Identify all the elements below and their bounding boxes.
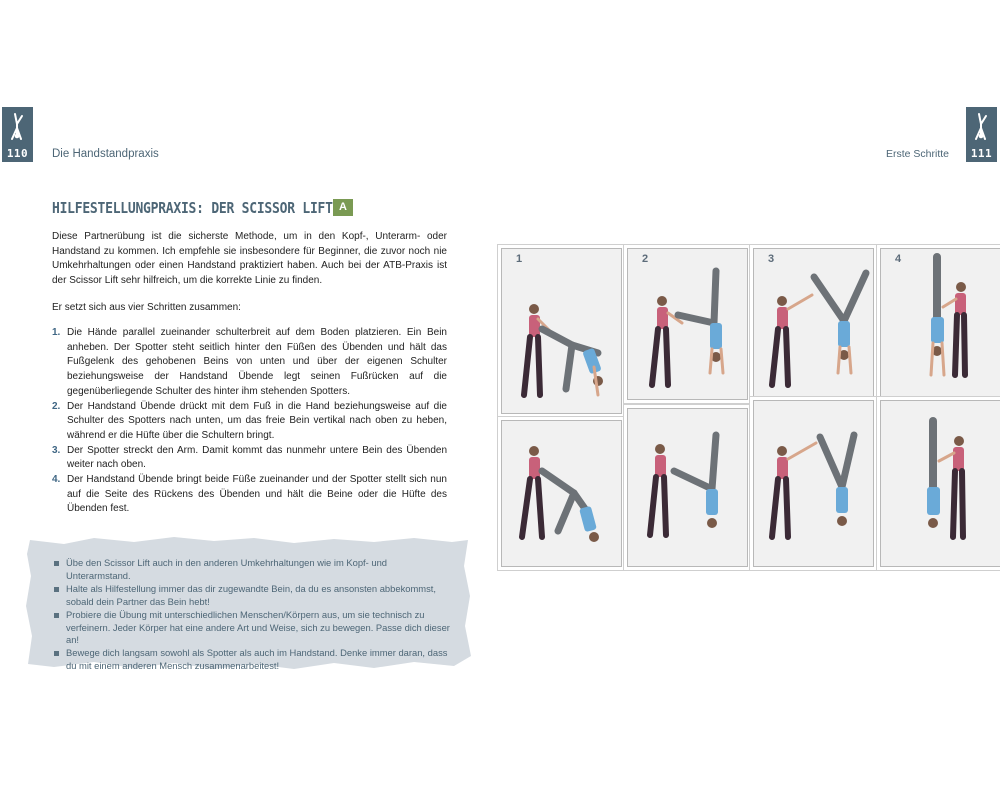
photo-variant-1 xyxy=(501,420,622,567)
photo-figures xyxy=(502,249,621,413)
photo-step-1 xyxy=(501,248,622,414)
photo-step-3 xyxy=(753,248,874,400)
step-item xyxy=(52,444,447,473)
step-number: 3. xyxy=(52,444,61,456)
handstand-figure-icon xyxy=(6,112,29,144)
photo-figures xyxy=(628,249,747,399)
photo-variant-3 xyxy=(753,400,874,567)
photo-variant-2 xyxy=(627,408,748,567)
photo-label: 2 xyxy=(642,253,649,265)
photo-step-4 xyxy=(880,248,1000,400)
page-number-tab-left xyxy=(2,107,33,162)
level-badge: A xyxy=(333,199,353,216)
photo-figures xyxy=(881,401,1000,566)
intro-paragraph: Diese Partnerübung ist die sicherste Methode, um in den Kopf-, Unterarm- oder Handstand zu kommen. Ich empfehle sie insbesondere für Beginner, die zuvor noch nie Umkehrhaltungen oder einen Handstand praktiziert haben. Auch bei der ATB-Praxis ist der Scissor Lift sehr hilfreich, um die korrekte Linie zu finden. xyxy=(52,231,447,287)
photo-figures xyxy=(754,401,873,566)
running-title-left: Die Handstandpraxis xyxy=(52,148,159,160)
step-text: Der Handstand Übende drückt mit dem Fuß in die Hand beziehungsweise auf die Schulter des Spotters nach unten, um das freie Bein vertikal nach oben zu heben, während er die Hüfte über die Schultern bringt. xyxy=(67,400,447,441)
photo-variant-4 xyxy=(880,400,1000,567)
photo-figures xyxy=(881,249,1000,399)
handstand-figure-icon xyxy=(970,112,993,144)
page-number-tab-right xyxy=(966,107,997,162)
photo-step-2 xyxy=(627,248,748,400)
step-item xyxy=(52,400,447,444)
step-item xyxy=(52,473,447,517)
tip-item: Halte als Hilfestellung immer das dir zugewandte Bein, da du es ansonsten abbekommst, sobald dein Partner das Bein hebt! xyxy=(54,583,452,609)
step-number: 2. xyxy=(52,400,61,412)
tip-item: Bewege dich langsam sowohl als Spotter als auch im Handstand. Denke immer daran, dass du mit einem anderen Mensch zusammenarbeitest! xyxy=(54,647,452,673)
tip-item: Probiere die Übung mit unterschiedlichen Menschen/Körpern aus, um sie technisch zu verfeinern. Jeder Körper hat eine andere Art und Weise, sich zu bewegen. Passe dich dieser an! xyxy=(54,609,452,648)
lead-paragraph: Er setzt sich aus vier Schritten zusammen: xyxy=(52,302,241,313)
photo-label: 3 xyxy=(768,253,775,265)
step-number: 4. xyxy=(52,474,61,486)
photo-figures xyxy=(628,409,747,566)
photo-label: 4 xyxy=(895,253,902,265)
running-title-right: Erste Schritte xyxy=(886,148,950,160)
step-number: 1. xyxy=(52,327,61,338)
step-text: Der Handstand Übende bringt beide Füße zueinander und der Spotter stellt sich nun auf die Seite des Rückens des Übenden und hält die Beine oder die Hüfte des Übenden fest. xyxy=(67,474,447,515)
steps-list xyxy=(52,326,447,517)
photo-figures xyxy=(502,421,621,566)
tip-item: Übe den Scissor Lift auch in den anderen Umkehrhaltungen wie im Kopf- und Unterarmstand. xyxy=(54,557,452,583)
photo-figures xyxy=(754,249,873,399)
photo-label: 1 xyxy=(516,253,523,265)
step-text: Der Spotter streckt den Arm. Damit kommt das nunmehr untere Bein des Übenden weiter nach oben. xyxy=(67,444,447,471)
page-number-left: 110 xyxy=(6,147,29,160)
section-heading: HILFESTELLUNGPRAXIS: DER SCISSOR LIFT xyxy=(52,199,333,217)
step-item xyxy=(52,326,447,400)
tips-list xyxy=(54,557,452,673)
step-text: Die Hände parallel zueinander schulterbreit auf dem Boden platzieren. Ein Bein anheben. Der Spotter steht seitlich hinter den Füßen des Übenden und hält das Fußgelenk des gehobenen Beins von unten und über der eigenen Schulter beziehungsweise der Handstand Übende legt seinen Fußrücken auf die gegenüberliegende Schulter des hinter ihm stehenden Spotters. xyxy=(67,327,447,397)
page-number-right: 111 xyxy=(970,147,993,160)
